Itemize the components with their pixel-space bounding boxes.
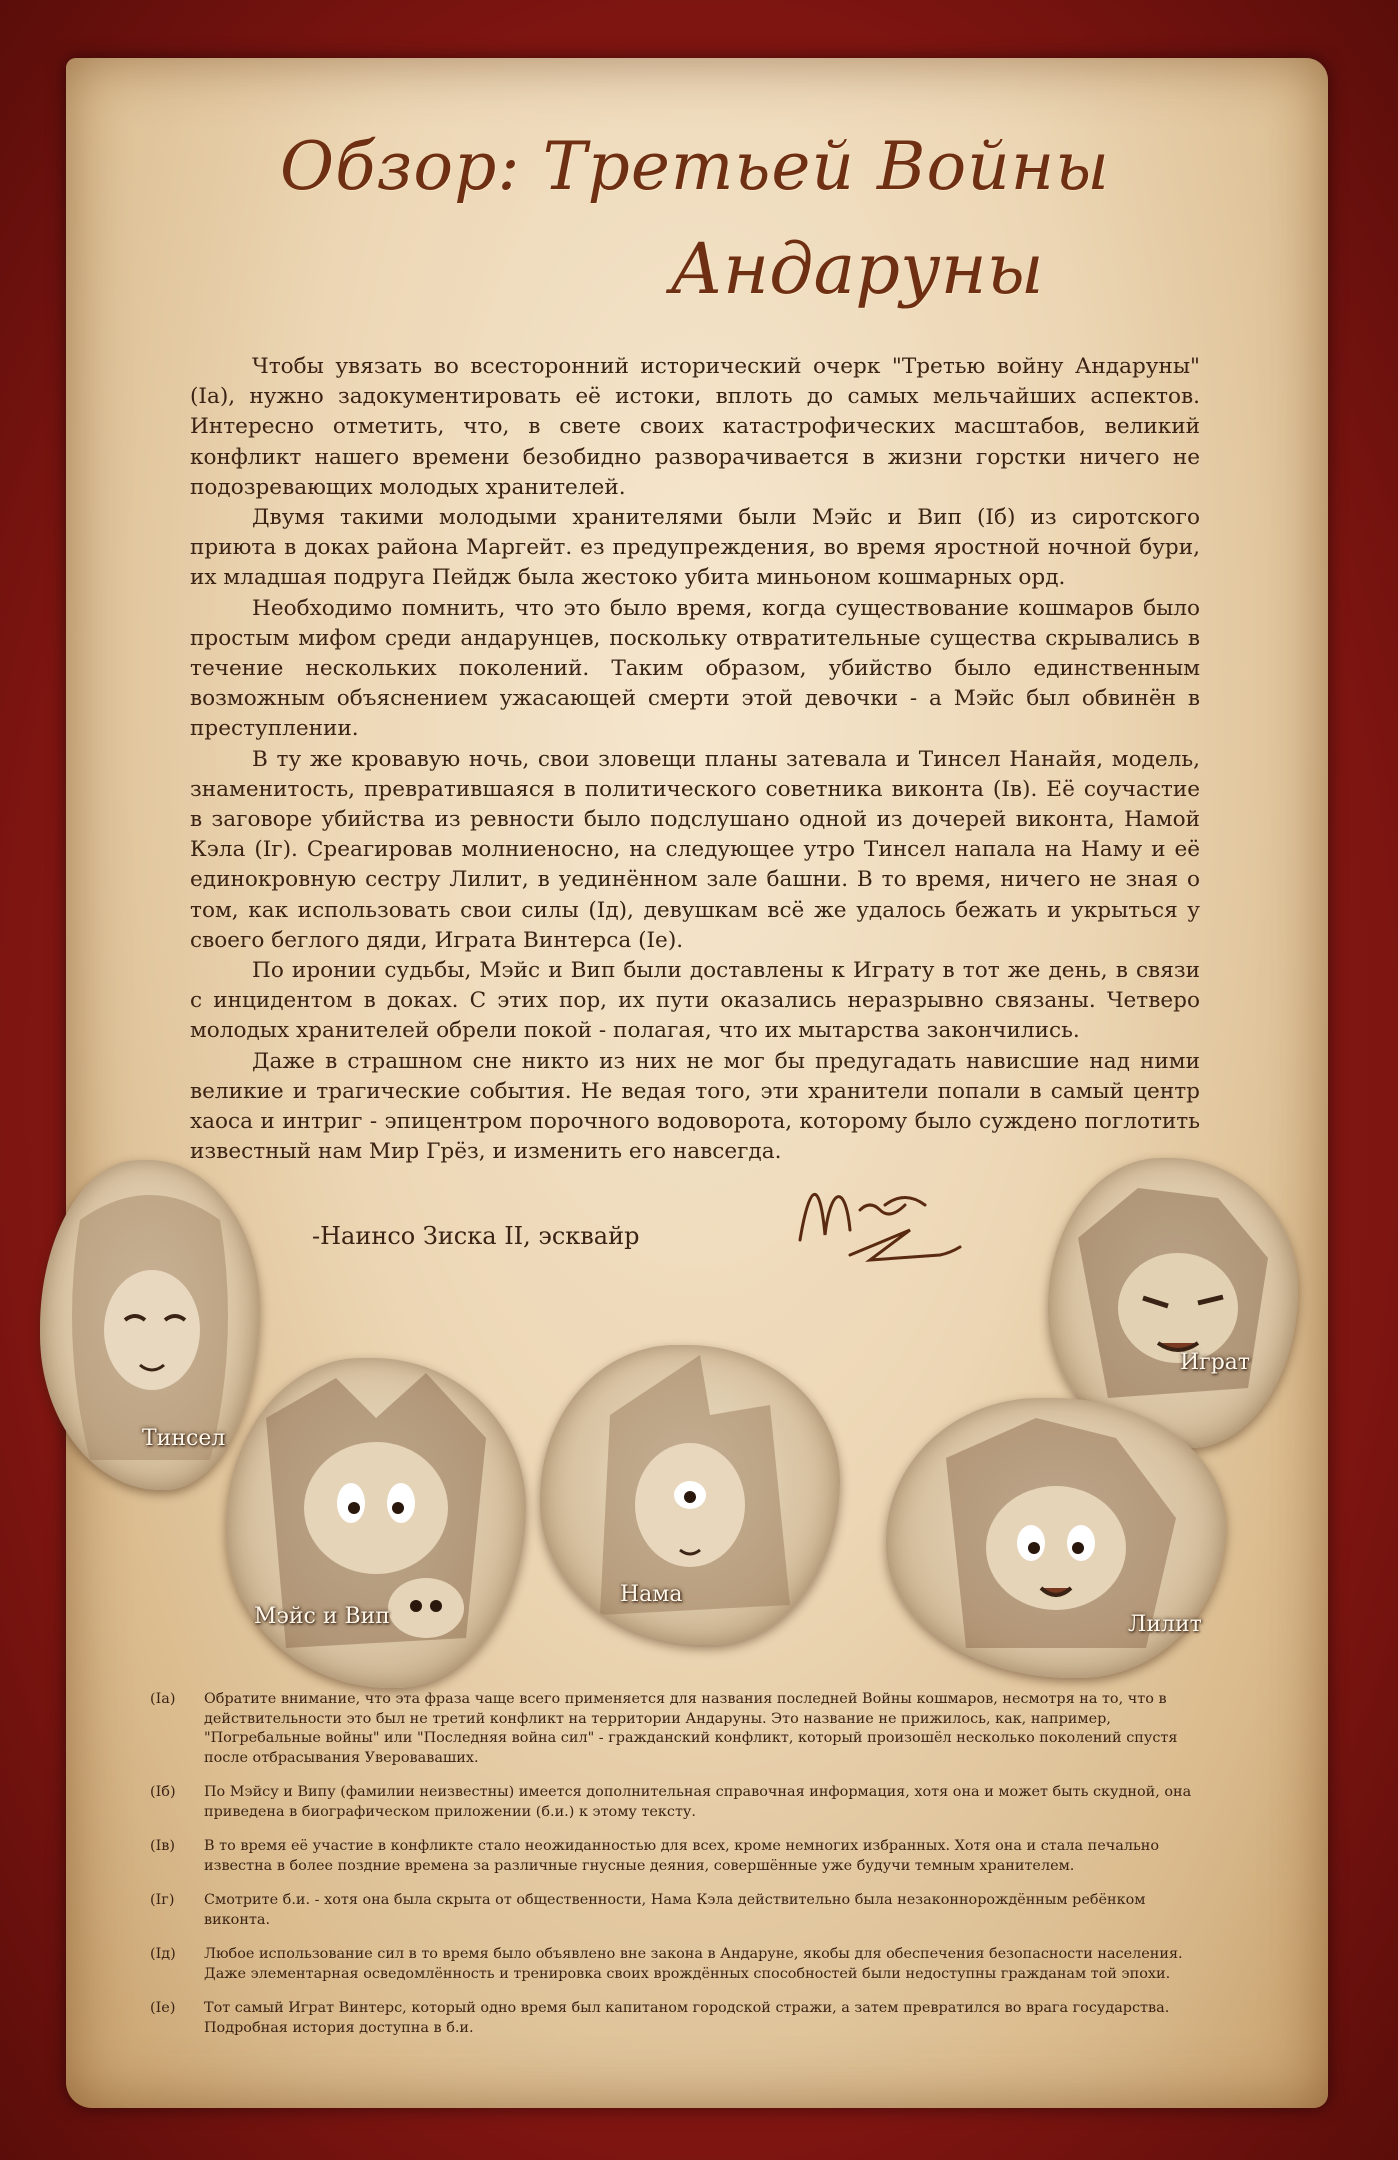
nama-sketch-icon [540, 1345, 840, 1645]
portrait-label-tinsel: Тинсел [142, 1426, 226, 1451]
mace-whip-sketch-icon [226, 1358, 526, 1688]
author-signature-line: -Наинсо Зиска II, эсквайр [312, 1222, 640, 1250]
article-body [190, 352, 1200, 1167]
footnotes-list [150, 1690, 1210, 2053]
footnote-text: Обратите внимание, что эта фраза чаще всего применяется для названия последней Войны кошмаров, несмотря на то, что в действительности это был не третий конфликт на территории Андаруны. Это название не прижилось, как, например, "Погребальные войны" или "Последняя война сил" - гражданский конфликт, который произошёл несколько поколений спустя после отбрасывания Увероваваших. [204, 1691, 1178, 1766]
footnote [150, 1999, 1210, 2038]
paragraph: Необходимо помнить, что это было время, когда существование кошмаров было простым мифом среди андарунцев, поскольку отвратительные существа скрывались в течение нескольких поколений. Таким образом, убийство было единственным возможным объяснением ужасающей смерти этой девочки - а Мэйс был обвинён в преступлении. [190, 595, 1200, 742]
portrait-nama [540, 1345, 840, 1645]
paragraph: Двумя такими молодыми хранителями были Мэйс и Вип (Iб) из сиротского приюта в доках района Маргейт. ез предупреждения, во время яростной ночной бури, их младшая подруга Пейдж была жестоко убита миньоном кошмарных орд. [190, 505, 1200, 591]
footnote-marker: (Iе) [150, 2000, 176, 2016]
footnote-text: Смотрите б.и. - хотя она была скрыта от общественности, Нама Кэла действительно была незаконнорождённым ребёнком виконта. [204, 1892, 1146, 1928]
portrait-label-lilith: Лилит [1128, 1612, 1202, 1637]
footnote [150, 1690, 1210, 1768]
footnote-marker: (Iб) [150, 1784, 176, 1800]
title-line-1: Обзор: Третьей Войны [280, 128, 1110, 205]
title-line-2: Андаруны [670, 228, 1044, 310]
paragraph: Даже в страшном сне никто из них не мог бы предугадать нависшие над ними великие и трагические события. Не ведая того, эти хранители попали в самый центр хаоса и интриг - эпицентром порочного водоворота, которому было суждено поглотить известный нам Мир Грёз, и изменить его навсегда. [190, 1048, 1200, 1165]
paragraph: Чтобы увязать во всесторонний исторический очерк "Третью войну Андаруны" (Iа), нужно задокументировать её истоки, вплоть до самых мельчайших аспектов. Интересно отметить, что, в свете своих катастрофических масштабов, великий конфликт нашего времени безобидно разворачивается в жизни горстки ничего не подозревающих молодых хранителей. [190, 354, 1200, 500]
portrait-mace-whip [226, 1358, 526, 1688]
handwritten-signature [790, 1160, 970, 1280]
footnote-marker: (Iа) [150, 1691, 176, 1707]
footnote [150, 1891, 1210, 1930]
portrait-label-mace-whip: Мэйс и Вип [254, 1604, 390, 1629]
footnote [150, 1783, 1210, 1822]
footnote-marker: (Iг) [150, 1892, 175, 1908]
footnote-text: Тот самый Играт Винтерс, который одно время был капитаном городской стражи, а затем превратился во врага государства. Подробная история доступна в б.и. [204, 2000, 1170, 2036]
paragraph: По иронии судьбы, Мэйс и Вип были доставлены к Играту в тот же день, в связи с инцидентом в доках. С этих пор, их пути оказались неразрывно связаны. Четверо молодых хранителей обрели покой - полагая, что их мытарства закончились. [190, 958, 1200, 1044]
portrait-label-nama: Нама [620, 1582, 683, 1607]
footnote-marker: (Iв) [150, 1838, 176, 1854]
portrait-label-igrat: Играт [1180, 1350, 1251, 1375]
paragraph: В ту же кровавую ночь, свои зловещи планы затевала и Тинсел Нанайя, модель, знаменитость, превратившаяся в политического советника виконта (Iв). Её соучастие в заговоре убийства из ревности было подслушано одной из дочерей виконта, Намой Кэла (Iг). Среагировав молниеносно, на следующее утро Тинсел напала на Наму и её единокровную сестру Лилит, в уединённом зале башни. В то время, ничего не зная о том, как использовать свои силы (Iд), девушкам всё же удалось бежать и укрыться у своего беглого дяди, Играта Винтерса (Iе). [190, 746, 1200, 953]
footnote-text: В то время её участие в конфликте стало неожиданностью для всех, кроме немногих избранных. Хотя она и стала печально известна в более поздние времена за различные гнусные деяния, совершённые уже будучи темным хранителем. [204, 1838, 1160, 1874]
footnote-text: Любое использование сил в то время было объявлено вне закона в Андаруне, якобы для обеспечения безопасности населения. Даже элементарная осведомлённость и тренировка своих врождённых способностей были недоступны гражданам той эпохи. [204, 1946, 1183, 1982]
footnote [150, 1945, 1210, 1984]
footnote [150, 1837, 1210, 1876]
footnote-marker: (Iд) [150, 1946, 176, 1962]
footnote-text: По Мэйсу и Випу (фамилии неизвестны) имеется дополнительная справочная информация, хотя она и может быть скудной, она приведена в биографическом приложении (б.и.) к этому тексту. [204, 1784, 1192, 1820]
page-title [280, 128, 1180, 338]
